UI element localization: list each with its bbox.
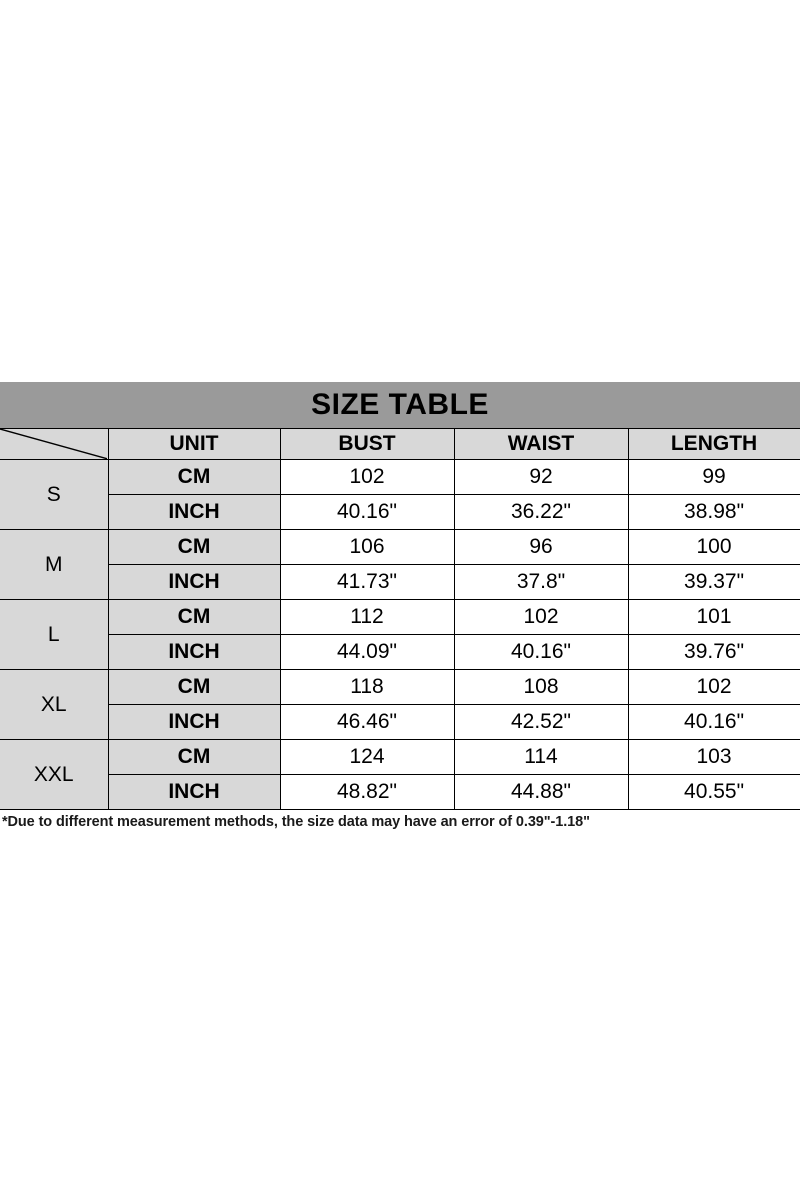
- unit-label-inch: INCH: [108, 775, 280, 810]
- value-l-cm-waist: 102: [454, 600, 628, 635]
- page-title: SIZE TABLE: [0, 382, 800, 429]
- value-m-inch-bust: 41.73": [280, 565, 454, 600]
- value-s-inch-length: 38.98": [628, 495, 800, 530]
- measurement-disclaimer: *Due to different measurement methods, the size data may have an error of 0.39"-1.18": [2, 814, 590, 830]
- unit-label-inch: INCH: [108, 635, 280, 670]
- table-row: [0, 635, 800, 670]
- table-row: [0, 670, 800, 705]
- size-label-xl: XL: [0, 670, 108, 740]
- unit-label-cm: CM: [108, 740, 280, 775]
- value-xl-cm-bust: 118: [280, 670, 454, 705]
- size-table: [0, 382, 800, 810]
- value-xxl-inch-bust: 48.82": [280, 775, 454, 810]
- table-row: [0, 600, 800, 635]
- unit-label-cm: CM: [108, 530, 280, 565]
- value-m-cm-waist: 96: [454, 530, 628, 565]
- table-title-row: [0, 382, 800, 429]
- unit-label-cm: CM: [108, 460, 280, 495]
- column-header-waist: WAIST: [454, 429, 628, 460]
- table-row: [0, 495, 800, 530]
- column-header-unit: UNIT: [108, 429, 280, 460]
- value-l-cm-bust: 112: [280, 600, 454, 635]
- diagonal-divider-icon: [0, 429, 107, 459]
- value-m-cm-bust: 106: [280, 530, 454, 565]
- value-xl-inch-length: 40.16": [628, 705, 800, 740]
- column-header-length: LENGTH: [628, 429, 800, 460]
- table-row: [0, 775, 800, 810]
- value-xl-inch-waist: 42.52": [454, 705, 628, 740]
- table-row: [0, 565, 800, 600]
- value-l-inch-bust: 44.09": [280, 635, 454, 670]
- value-xxl-cm-bust: 124: [280, 740, 454, 775]
- size-label-l: L: [0, 600, 108, 670]
- size-table-container: [0, 382, 800, 830]
- value-xxl-inch-waist: 44.88": [454, 775, 628, 810]
- table-row: [0, 705, 800, 740]
- unit-label-inch: INCH: [108, 565, 280, 600]
- table-row: [0, 460, 800, 495]
- value-l-inch-length: 39.76": [628, 635, 800, 670]
- size-label-xxl: XXL: [0, 740, 108, 810]
- value-xxl-cm-length: 103: [628, 740, 800, 775]
- size-corner-cell: [0, 429, 108, 460]
- value-s-cm-waist: 92: [454, 460, 628, 495]
- value-s-cm-length: 99: [628, 460, 800, 495]
- value-xxl-inch-length: 40.55": [628, 775, 800, 810]
- value-s-inch-bust: 40.16": [280, 495, 454, 530]
- unit-label-cm: CM: [108, 600, 280, 635]
- table-row: [0, 530, 800, 565]
- value-m-cm-length: 100: [628, 530, 800, 565]
- value-l-cm-length: 101: [628, 600, 800, 635]
- value-m-inch-length: 39.37": [628, 565, 800, 600]
- value-l-inch-waist: 40.16": [454, 635, 628, 670]
- unit-label-cm: CM: [108, 670, 280, 705]
- table-header-row: [0, 429, 800, 460]
- unit-label-inch: INCH: [108, 495, 280, 530]
- value-s-inch-waist: 36.22": [454, 495, 628, 530]
- value-xl-cm-waist: 108: [454, 670, 628, 705]
- value-xl-cm-length: 102: [628, 670, 800, 705]
- value-xl-inch-bust: 46.46": [280, 705, 454, 740]
- unit-label-inch: INCH: [108, 705, 280, 740]
- table-row: [0, 740, 800, 775]
- value-xxl-cm-waist: 114: [454, 740, 628, 775]
- value-m-inch-waist: 37.8": [454, 565, 628, 600]
- size-label-s: S: [0, 460, 108, 530]
- size-label-m: M: [0, 530, 108, 600]
- value-s-cm-bust: 102: [280, 460, 454, 495]
- column-header-bust: BUST: [280, 429, 454, 460]
